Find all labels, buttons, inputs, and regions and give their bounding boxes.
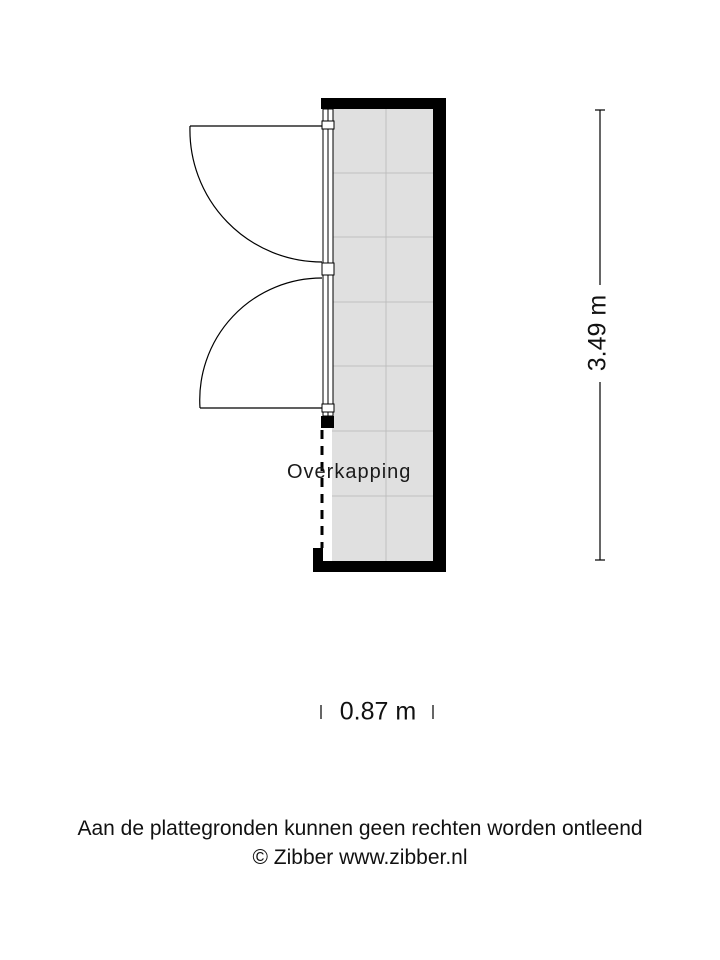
floor-area [332, 108, 433, 561]
wall-left-stub [321, 416, 334, 428]
door-swings [190, 126, 322, 408]
dimension-height-label: 3.49 m [583, 294, 612, 372]
wall-bottom-left-stub [313, 548, 323, 572]
wall-bottom [313, 561, 446, 572]
wall-top [321, 98, 446, 109]
disclaimer-text: Aan de plattegronden kunnen geen rechten worden ontleend [77, 817, 643, 840]
dimension-width-label: 0.87 m [339, 697, 417, 726]
door-frames [322, 109, 334, 416]
copyright-text: © Zibber www.zibber.nl [252, 846, 468, 869]
room-label: Overkapping [287, 461, 412, 483]
wall-right [433, 98, 446, 572]
